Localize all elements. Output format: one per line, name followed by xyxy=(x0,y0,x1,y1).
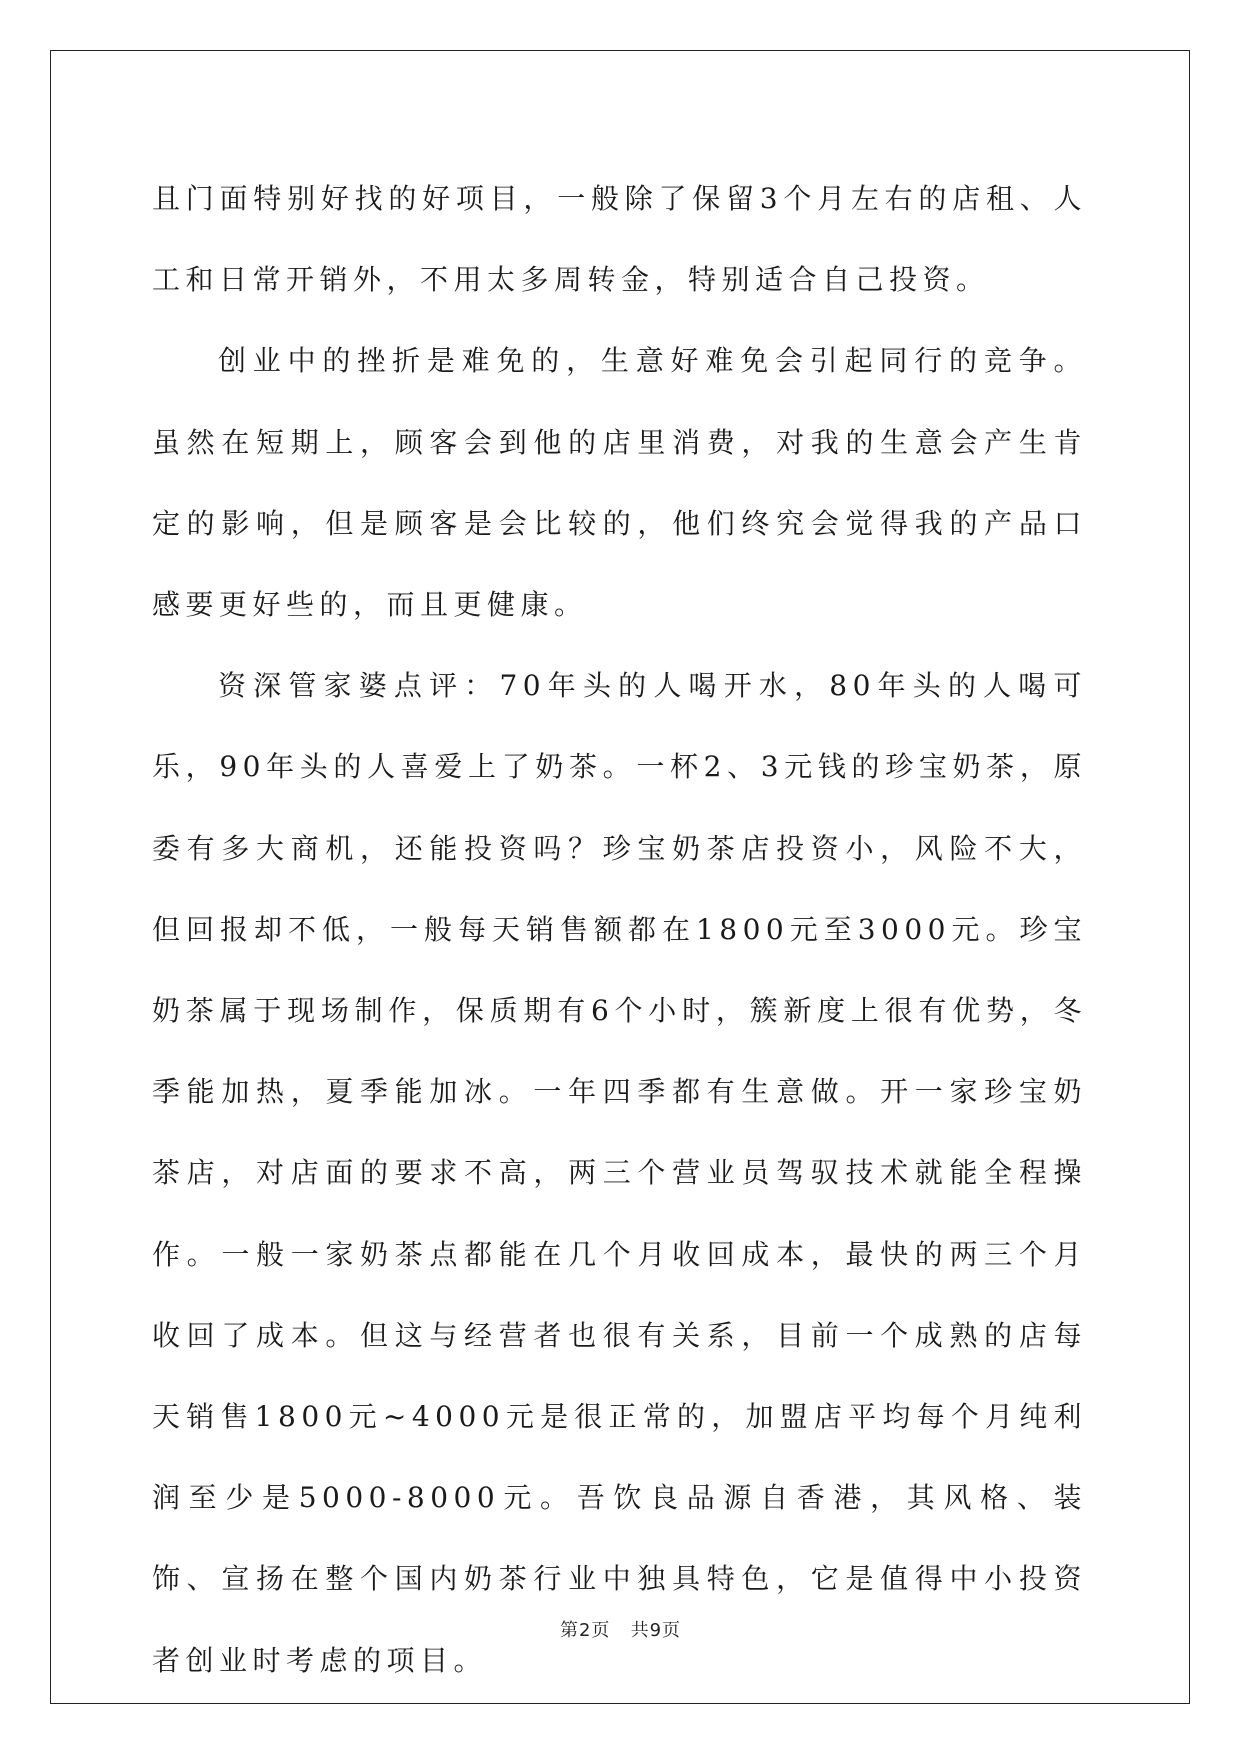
document-body xyxy=(152,158,1087,1701)
paragraph-3: 资深管家婆点评：70年头的人喝开水，80年头的人喝可乐，90年头的人喜爱上了奶茶。一杯2、3元钱的珍宝奶茶，原委有多大商机，还能投资吗？珍宝奶茶店投资小，风险不大，但回报却不低，一般每天销售额都在1800元至3000元。珍宝奶茶属于现场制作，保质期有6个小时，簇新度上很有优势，冬季能加热，夏季能加冰。一年四季都有生意做。开一家珍宝奶茶店，对店面的要求不高，两三个营业员驾驭技术就能全程操作。一般一家奶茶点都能在几个月收回成本，最快的两三个月收回了成本。但这与经营者也很有关系，目前一个成熟的店每天销售1800元~4000元是很正常的，加盟店平均每个月纯利润至少是5000-8000元。吾饮良品源自香港，其风格、装饰、宣扬在整个国内奶茶行业中独具特色，它是值得中小投资者创业时考虑的项目。 xyxy=(152,669,1087,1677)
paragraph-1: 且门面特别好找的好项目，一般除了保留3个月左右的店租、人工和日常开销外，不用太多周转金，特别适合自己投资。 xyxy=(152,182,1087,297)
page-footer xyxy=(0,1616,1241,1642)
paragraph-2: 创业中的挫折是难免的，生意好难免会引起同行的竞争。虽然在短期上，顾客会到他的店里消费，对我的生意会产生肯定的影响，但是顾客是会比较的，他们终究会觉得我的产品口感要更好些的，而且更健康。 xyxy=(152,344,1087,622)
page-total: 共9页 xyxy=(630,1620,682,1641)
page-number: 第2页 xyxy=(559,1620,611,1641)
